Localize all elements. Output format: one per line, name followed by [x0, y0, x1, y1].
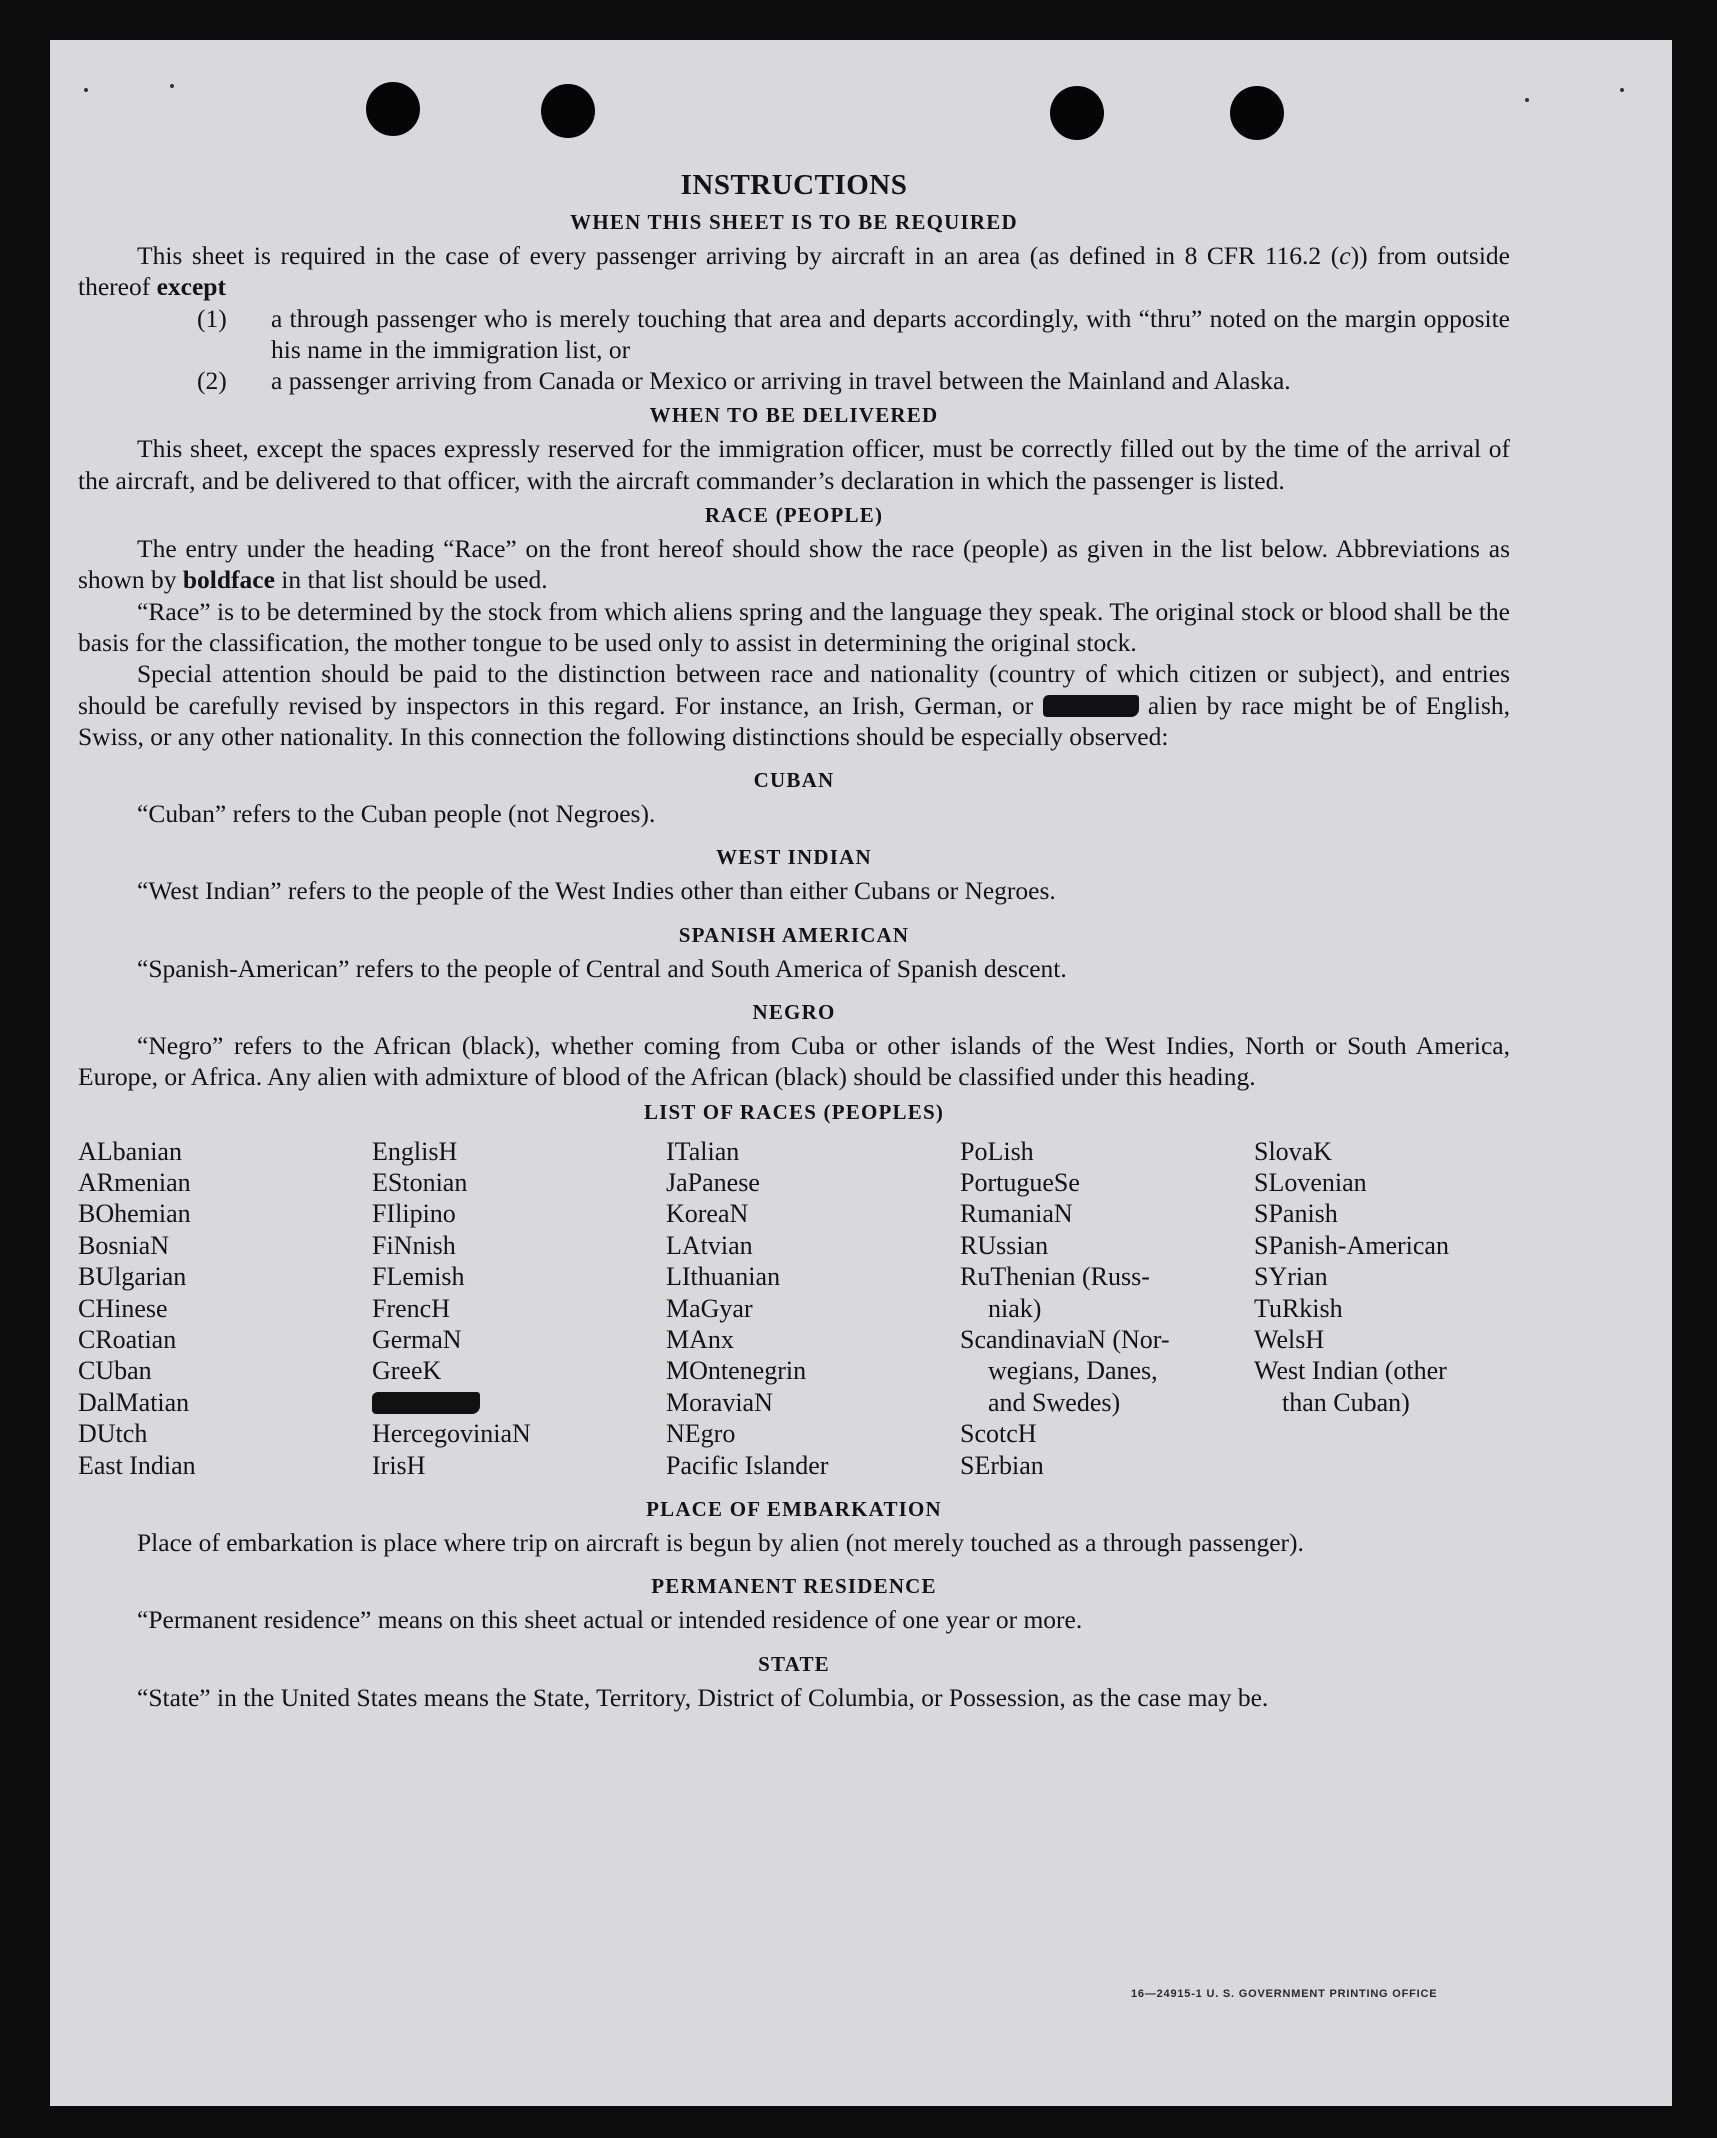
race-entry: CUban — [78, 1356, 152, 1386]
text-span: in that list should be used. — [274, 565, 548, 595]
race-entry: HercegoviniaN — [372, 1419, 531, 1449]
form-sheet — [50, 40, 1672, 2106]
race-entry: RumaniaN — [960, 1199, 1073, 1229]
race-entry: PortugueSe — [960, 1168, 1080, 1198]
race-entry: RuThenian (Russ- — [960, 1262, 1150, 1292]
heading-spanish-american: SPANISH AMERICAN — [678, 922, 910, 947]
race-entry: ScotcH — [960, 1419, 1037, 1449]
race-entry: SPanish — [1254, 1199, 1338, 1229]
paragraph-race-1 — [78, 533, 1510, 596]
speck — [170, 84, 174, 88]
heading-list-of-races: LIST OF RACES (PEOPLES) — [643, 1099, 945, 1124]
heading-permanent-residence: PERMANENT RESIDENCE — [651, 1574, 937, 1599]
race-entry: FLemish — [372, 1262, 465, 1292]
paragraph-when-delivered: This sheet, except the spaces expressly reserved for the immigration officer, must be correctly filled out by the time of the arrival of the aircraft, and be delivered to that officer, with the aircraft commander’s declaration in which the passenger is listed. — [78, 434, 1510, 495]
paragraph-embarkation: Place of embarkation is place where trip on aircraft is begun by alien (not merely touched as a through passenger). — [137, 1528, 1304, 1558]
race-entry: CHinese — [78, 1293, 168, 1323]
text-span: Special attention should be paid to the distinction between race and nationality (country of which citizen or subject), and entries should be carefully revised by inspectors in this regard. For instance, an Irish, German, or — [78, 659, 1510, 720]
punch-hole — [541, 84, 595, 138]
item-number: (2) — [197, 366, 227, 396]
race-entry: TuRkish — [1254, 1293, 1343, 1323]
paragraph-negro: “Negro” refers to the African (black), whether coming from Cuba or other islands of the West Indies, North or South America, Europe, or Africa. Any alien with admixture of blood of the African (black) should be classified under this heading. — [78, 1031, 1510, 1092]
race-entry: ScandinaviaN (Nor- — [960, 1325, 1170, 1355]
race-entry: and Swedes) — [988, 1387, 1121, 1417]
race-entry: BOhemian — [78, 1199, 191, 1229]
text-span: The entry under the heading “Race” on the front hereof should show the race (people) as given in the list below. Abbreviations as shown by — [78, 534, 1510, 595]
speck — [1620, 88, 1624, 92]
race-entry: DalMatian — [78, 1387, 190, 1417]
paragraph-race-2: “Race” is to be determined by the stock from which aliens spring and the language they speak. The original stock or blood shall be the basis for the classification, the mother tongue to be used only to assist in determining the original stock. — [78, 596, 1510, 657]
redacted-race-entry — [372, 1387, 666, 1418]
race-entry: East Indian — [78, 1450, 196, 1480]
race-entry: PoLish — [960, 1136, 1034, 1166]
race-entry: LIthuanian — [666, 1262, 781, 1292]
race-entry: MOntenegrin — [666, 1356, 807, 1386]
redaction-mark — [1043, 695, 1139, 717]
instructions-content — [78, 168, 1510, 1713]
heading-race: RACE (PEOPLE) — [704, 503, 884, 528]
race-entry: SlovaK — [1254, 1136, 1332, 1166]
race-entry: ARmenian — [78, 1168, 191, 1198]
race-entry: FrencH — [372, 1293, 450, 1323]
races-column — [666, 1136, 960, 1481]
paragraph-state: “State” in the United States means the State, Territory, District of Columbia, or Possession, as the case may be. — [137, 1682, 1269, 1712]
race-entry: SErbian — [960, 1450, 1044, 1480]
paragraph-when-required — [78, 240, 1510, 303]
race-entry: FIlipino — [372, 1199, 456, 1229]
race-entry: EnglisH — [372, 1136, 458, 1166]
paragraph-permanent-residence: “Permanent residence” means on this sheet actual or intended residence of one year or more. — [137, 1605, 1083, 1635]
race-entry: GreeK — [372, 1356, 442, 1386]
race-entry: SYrian — [1254, 1262, 1328, 1292]
item-text: a passenger arriving from Canada or Mexico or arriving in travel between the Mainland and Alaska. — [271, 366, 1291, 396]
race-entry: West Indian (other — [1254, 1356, 1447, 1386]
paragraph-cuban: “Cuban” refers to the Cuban people (not Negroes). — [137, 799, 656, 829]
heading-west-indian: WEST INDIAN — [716, 845, 872, 870]
speck — [1525, 98, 1529, 102]
race-entry: EStonian — [372, 1168, 468, 1198]
race-entry: NEgro — [666, 1419, 736, 1449]
text-span: alien by race might be of English, Swiss, or any other nationality. In this connection the following distinctions should be especially observed: — [78, 690, 1510, 751]
heading-state: STATE — [758, 1651, 830, 1676]
heading-negro: NEGRO — [752, 1000, 836, 1025]
paragraph-west-indian: “West Indian” refers to the people of the West Indies other than either Cubans or Negroes. — [137, 876, 1056, 906]
races-column — [372, 1136, 666, 1481]
heading-when-delivered: WHEN TO BE DELIVERED — [649, 403, 939, 428]
race-entry: ALbanian — [78, 1136, 182, 1166]
text-span: This sheet is required in the case of every passenger arriving by aircraft in an area (as defined in 8 CFR 116.2 ( — [137, 241, 1340, 270]
race-entry: wegians, Danes, — [988, 1356, 1158, 1386]
exception-item — [78, 303, 1510, 366]
punch-hole — [1230, 86, 1284, 140]
races-column — [960, 1136, 1254, 1481]
text-span-bold: boldface — [182, 565, 275, 595]
race-entry: CRoatian — [78, 1325, 177, 1355]
item-number: (1) — [197, 303, 227, 333]
race-entry: IrisH — [372, 1450, 426, 1480]
race-entry: KoreaN — [666, 1199, 749, 1229]
race-entry: GermaN — [372, 1325, 462, 1355]
races-column — [78, 1136, 372, 1481]
race-entry: MaGyar — [666, 1293, 753, 1323]
punch-hole — [366, 82, 420, 136]
heading-when-required: WHEN THIS SHEET IS TO BE REQUIRED — [570, 210, 1018, 234]
heading-embarkation: PLACE OF EMBARKATION — [646, 1497, 942, 1522]
printer-footer: 16—24915-1 U. S. GOVERNMENT PRINTING OFFICE — [1131, 1988, 1438, 2000]
text-span: )) from outside thereof — [78, 241, 1510, 302]
race-entry: WelsH — [1254, 1325, 1325, 1355]
race-entry: DUtch — [78, 1419, 148, 1449]
race-entry: niak) — [988, 1293, 1042, 1323]
race-entry: SLovenian — [1254, 1168, 1367, 1198]
race-entry: SPanish-American — [1254, 1230, 1449, 1260]
race-entry: RUssian — [960, 1230, 1049, 1260]
paragraph-race-3 — [78, 658, 1510, 752]
race-entry: than Cuban) — [1282, 1387, 1410, 1417]
text-span-italic: c — [1339, 241, 1351, 270]
race-entry: LAtvian — [666, 1230, 753, 1260]
race-entry: BUlgarian — [78, 1262, 187, 1292]
race-entry: JaPanese — [666, 1168, 760, 1198]
redaction-mark — [372, 1392, 480, 1414]
heading-cuban: CUBAN — [753, 768, 835, 793]
race-entry: Pacific Islander — [666, 1450, 829, 1480]
paragraph-spanish-american: “Spanish-American” refers to the people of Central and South America of Spanish descent. — [137, 953, 1067, 983]
race-entry: MoraviaN — [666, 1387, 773, 1417]
race-entry: MAnx — [666, 1325, 734, 1355]
race-entry: ITalian — [666, 1136, 740, 1166]
exception-item — [78, 365, 1510, 396]
races-column — [1254, 1136, 1548, 1481]
races-list — [78, 1136, 1510, 1481]
punch-hole — [1050, 86, 1104, 140]
page-title: INSTRUCTIONS — [680, 169, 908, 201]
item-text: a through passenger who is merely touching that area and departs accordingly, with “thru” noted on the margin opposite his name in the immigration list, or — [271, 303, 1510, 364]
race-entry: FiNnish — [372, 1230, 456, 1260]
text-span-bold: except — [156, 272, 226, 302]
speck — [84, 88, 88, 92]
race-entry: BosniaN — [78, 1230, 169, 1260]
